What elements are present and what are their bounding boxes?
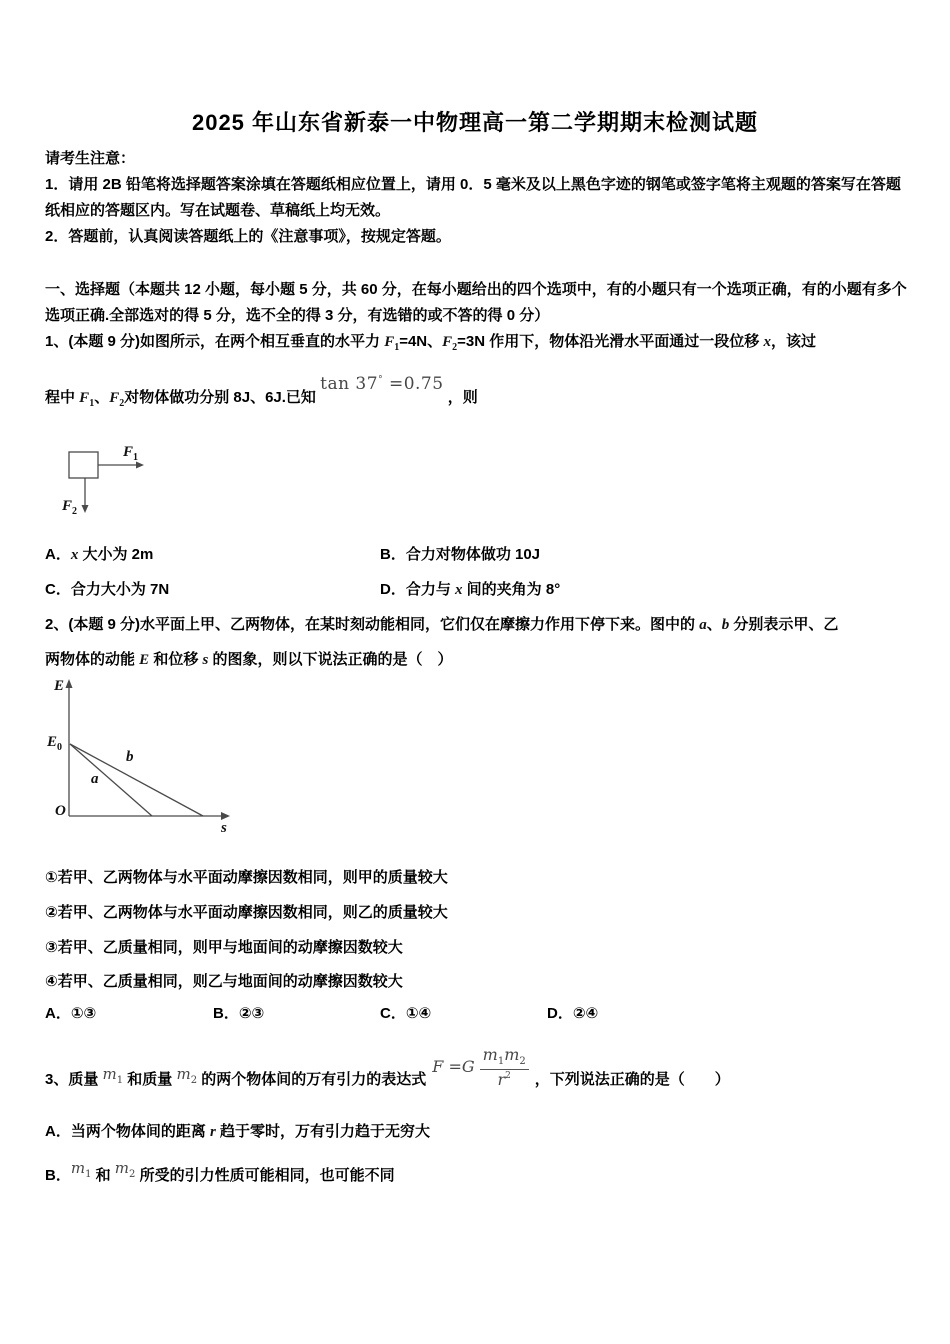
q3-option-b: B．$m^1$ 和 $m^2$ 所受的引力性质可能相同，也可能不同: [45, 1159, 395, 1184]
q1-option-a: A．x 大小为 2m: [45, 546, 154, 563]
q3-option-a: A．当两个物体间的距离 r 趋于零时，万有引力趋于无穷大: [45, 1123, 431, 1140]
q2-statement-1: ①若甲、乙两物体与水平面动摩擦因数相同，则甲的质量较大: [45, 869, 448, 886]
figure-energy-displacement-graph: [45, 676, 255, 846]
question-1-stem-line-1: 1、(本题 9 分)如图所示，在两个相互垂直的水平力 $F_1=4N$、$F_2=3N$ 作用下，物体沿光滑水平面通过一段位移 x，该过: [45, 333, 816, 353]
graph-x-axis-label: s: [221, 820, 227, 836]
curve-a: [70, 744, 152, 816]
notice-item-2: 2．答题前，认真阅读答题纸上的《注意事项》，按规定答题。: [45, 228, 451, 245]
question-3-stem-post: ，下列说法正确的是（ ）: [534, 1070, 730, 1088]
gravity-formula-numerator: $m_1m_2$: [480, 1046, 529, 1070]
graph-curve-b-label: b: [126, 749, 134, 765]
notice-item-1: 1．请用 2B 铅笔将选择题答案涂填在答题纸相应位置上，请用 0．5 毫米及以上黑色字迹的钢笔或签字笔将主观题的答案写在答题纸相应的答题区内。写在试题卷、草稿纸上均无效。: [45, 176, 901, 219]
q2-statement-4: ④若甲、乙质量相同，则乙与地面间的动摩擦因数较大: [45, 973, 403, 990]
question-3-stem-pre: 3、质量 m1 和质量 m2 的两个物体间的万有引力的表达式: [45, 1064, 427, 1088]
figure-force-diagram: [60, 440, 230, 525]
question-2-stem-line-1: 2、(本题 9 分)水平面上甲、乙两物体，在某时刻动能相同，它们仅在摩擦力作用下停下来。图中的 a、b 分别表示甲、乙: [45, 616, 839, 633]
q1-option-b: B．合力对物体做功 10J: [380, 546, 541, 563]
q2-option-c: C．①④: [380, 1005, 432, 1022]
curve-b: [70, 744, 203, 816]
q2-option-b: B．②③: [213, 1005, 265, 1022]
graph-y-axis-label: E: [54, 678, 65, 694]
q1-option-c: C．合力大小为 7N: [45, 581, 170, 598]
graph-curve-a-label: a: [91, 771, 99, 787]
f1-force-label: $F_1$: [123, 444, 139, 463]
f2-force-label: $F_2$: [62, 498, 78, 517]
gravity-formula-lhs: F =G: [432, 1057, 475, 1077]
q2-option-d: D．②④: [547, 1005, 599, 1022]
question-1-stem-line-2-pre: 程中 $F_1$、$F_2$对物体做功分别 8J、6J.已知: [45, 389, 316, 409]
q1-option-d: D．合力与 x 间的夹角为 8°: [380, 581, 561, 598]
x-axis-arrowhead-icon: [221, 812, 230, 820]
force-diagram-drawing: [60, 440, 230, 525]
question-1-options-row-2: [45, 578, 913, 598]
gravity-formula: [432, 1046, 528, 1090]
gravity-formula-denominator: $r^2$: [497, 1069, 511, 1089]
q2-option-a: A．①③: [45, 1005, 97, 1022]
object-box: [69, 452, 98, 478]
question-3-stem: [45, 1045, 730, 1102]
notice-block: [45, 146, 913, 250]
graph-origin-label: O: [55, 803, 66, 819]
question-2-options-row: [45, 1002, 913, 1022]
notice-heading: 请考生注意：: [45, 150, 136, 167]
page-title: 2025 年山东省新泰一中物理高一第二学期期末检测试题: [191, 110, 759, 135]
f2-arrowhead-icon: [82, 505, 89, 513]
gravity-formula-fraction: [480, 1046, 529, 1090]
q2-statement-2: ②若甲、乙两物体与水平面动摩擦因数相同，则乙的质量较大: [45, 904, 448, 921]
question-1-options-row-1: [45, 543, 913, 563]
tan37-formula: tan 37° =0.75: [320, 374, 444, 394]
question-2-stem-line-2: 两物体的动能 E 和位移 s 的图象，则以下说法正确的是（ ）: [45, 651, 453, 668]
question-1-stem-line-2-post: ，则: [447, 389, 478, 406]
section-1-heading: 一、选择题（本题共 12 小题，每小题 5 分，共 60 分，在每小题给出的四个选项中，有的小题只有一个选项正确，有的小题有多个选项正确.全部选对的得 5 分，选不全的得 3 分，有选错的或不答的得 0 分）: [45, 281, 907, 324]
graph-e0-label: $E_0$: [47, 734, 63, 753]
question-1-stem-line-2: [45, 374, 478, 409]
y-axis-arrowhead-icon: [66, 679, 73, 688]
q2-statement-3: ③若甲、乙质量相同，则甲与地面间的动摩擦因数较大: [45, 939, 403, 956]
